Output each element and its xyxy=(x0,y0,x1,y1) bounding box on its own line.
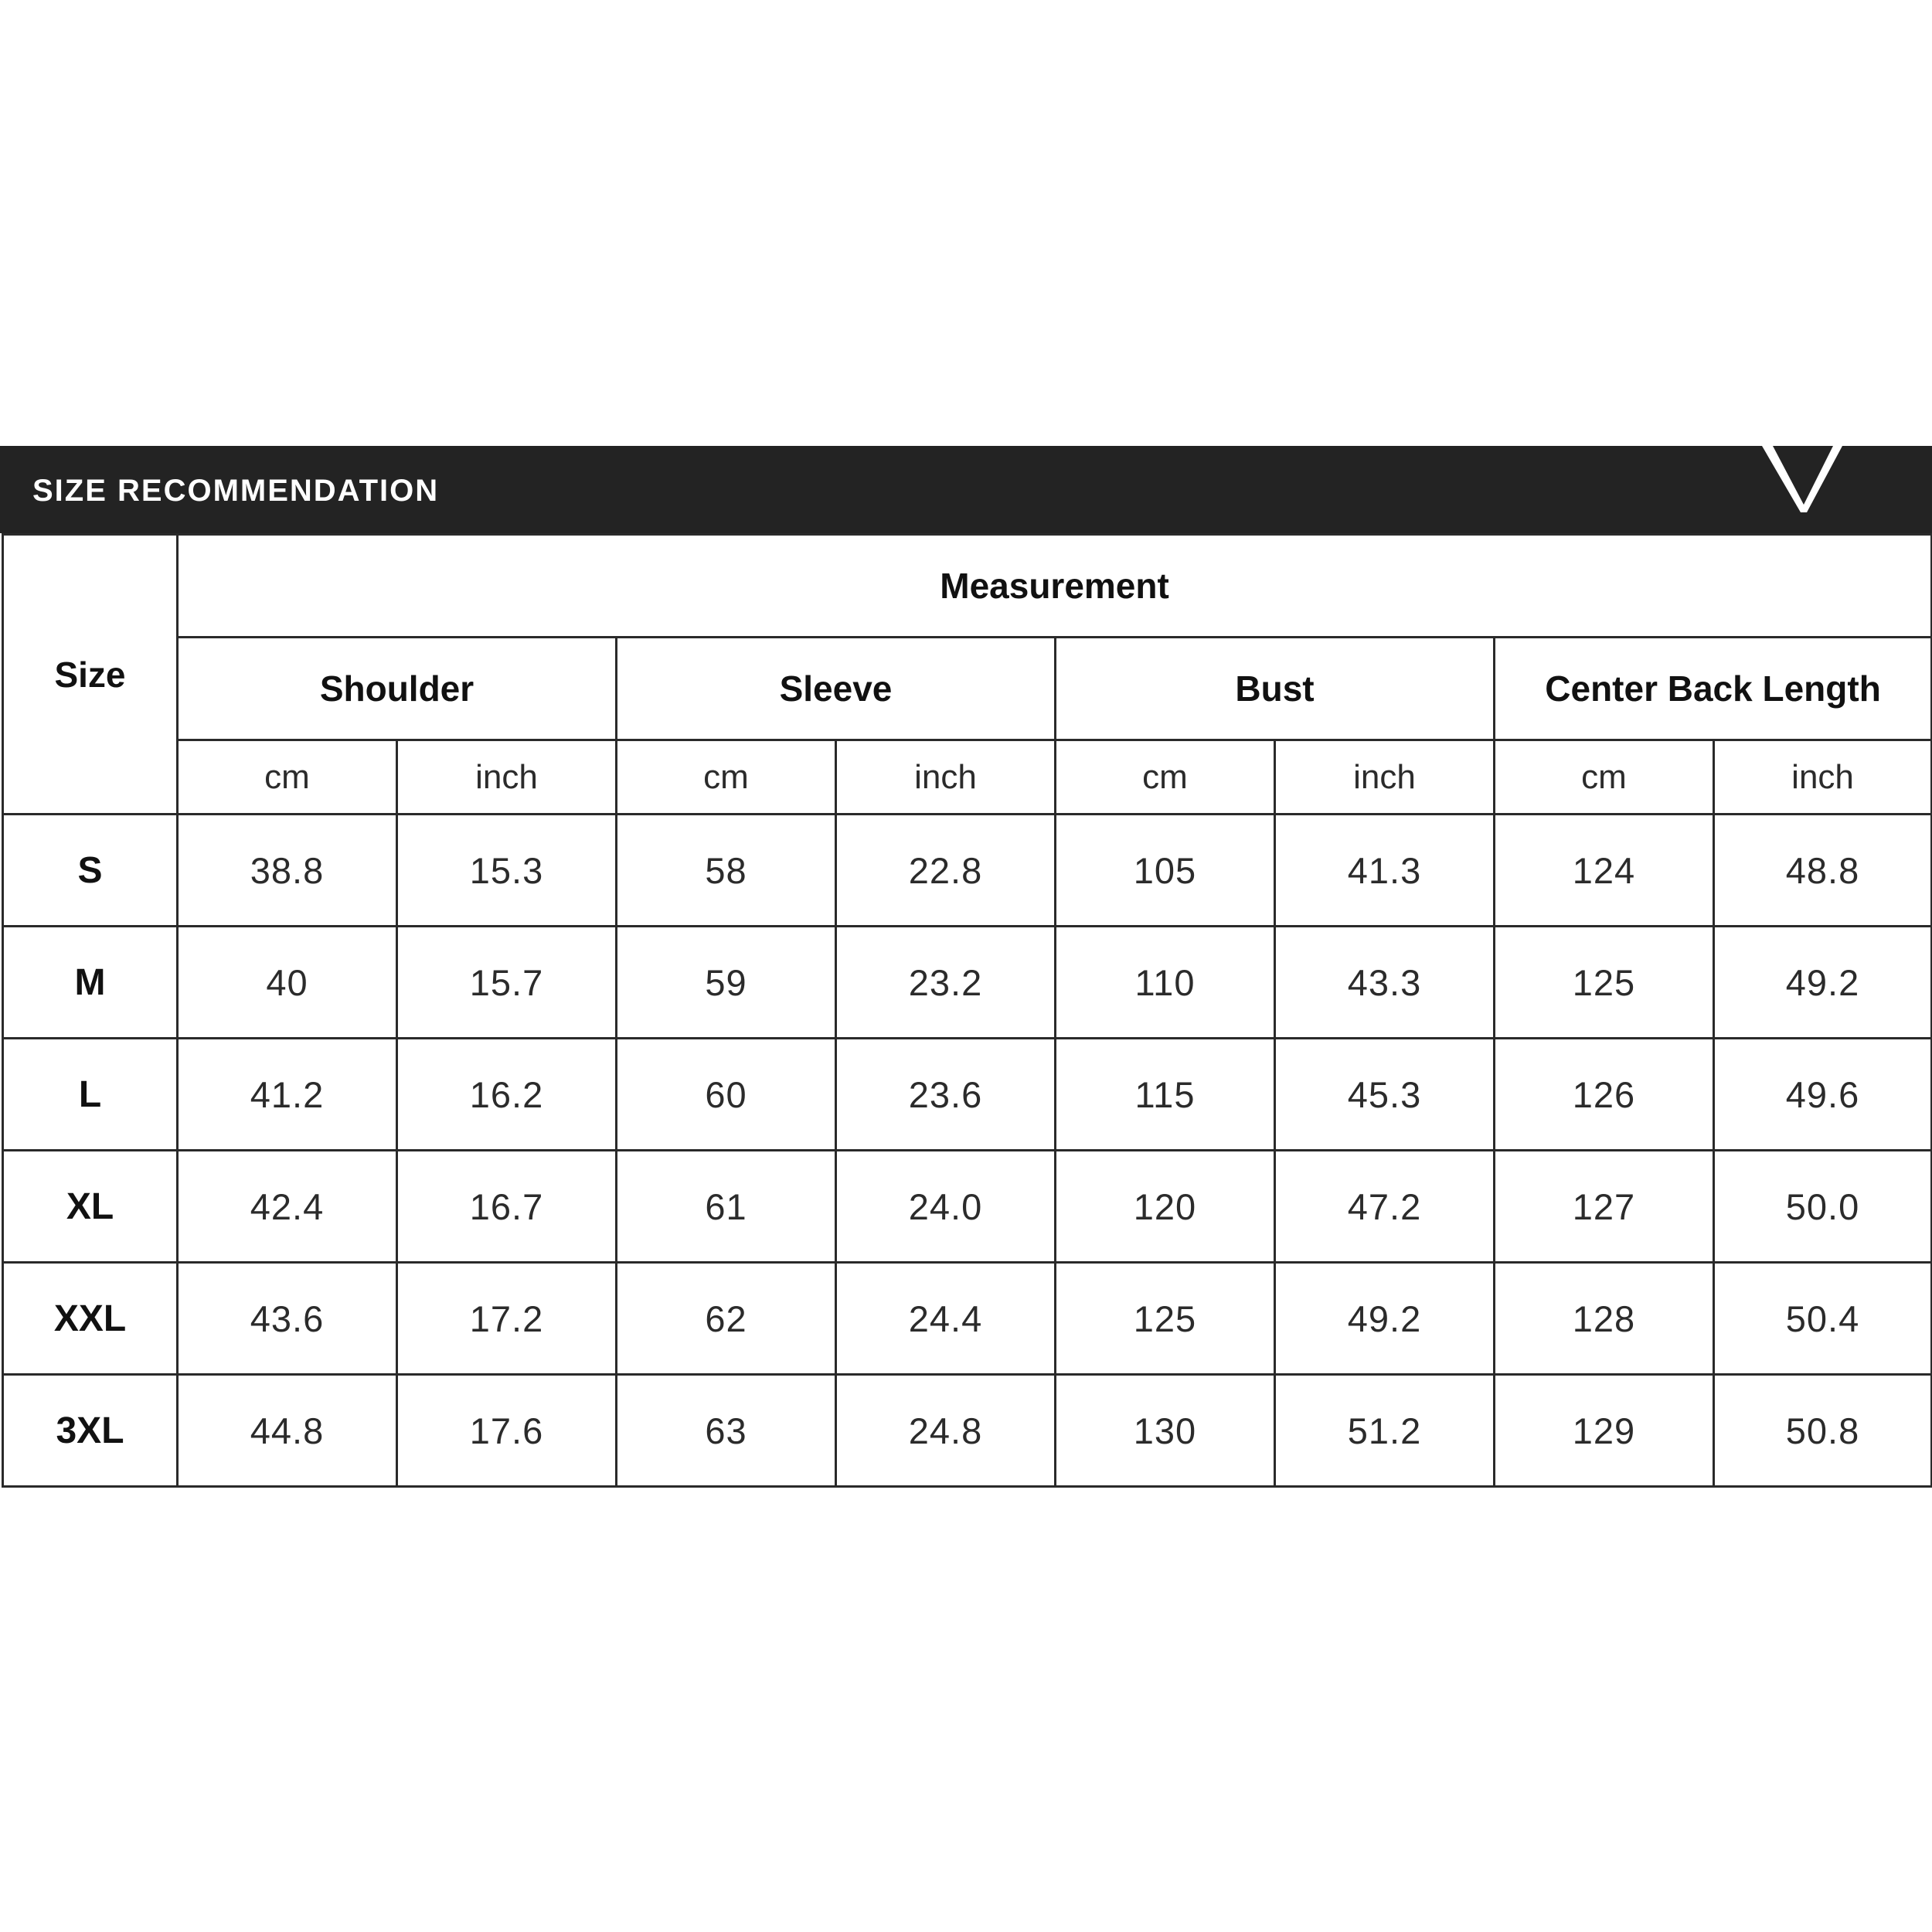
size-label: L xyxy=(3,1039,178,1151)
table-row xyxy=(3,1039,1932,1151)
table-cell: 50.4 xyxy=(1714,1263,1932,1375)
size-label: 3XL xyxy=(3,1375,178,1487)
table-cell: 17.2 xyxy=(397,1263,617,1375)
table-cell: 125 xyxy=(1495,927,1714,1039)
table-cell: 127 xyxy=(1495,1151,1714,1263)
unit-label: inch xyxy=(397,740,617,815)
table-cell: 15.7 xyxy=(397,927,617,1039)
table-cell: 24.0 xyxy=(836,1151,1056,1263)
table-cell: 124 xyxy=(1495,815,1714,927)
table-cell: 59 xyxy=(617,927,836,1039)
table-cell: 17.6 xyxy=(397,1375,617,1487)
size-label: XL xyxy=(3,1151,178,1263)
measurement-header: Measurement xyxy=(178,535,1932,638)
table-cell: 63 xyxy=(617,1375,836,1487)
table-cell: 115 xyxy=(1056,1039,1275,1151)
size-label: M xyxy=(3,927,178,1039)
group-header-shoulder: Shoulder xyxy=(178,638,617,740)
table-cell: 49.2 xyxy=(1714,927,1932,1039)
banner-title: SIZE RECOMMENDATION xyxy=(32,474,440,508)
unit-label: cm xyxy=(1056,740,1275,815)
unit-label: cm xyxy=(178,740,397,815)
table-cell: 43.6 xyxy=(178,1263,397,1375)
group-header-center-back-length: Center Back Length xyxy=(1495,638,1932,740)
unit-row xyxy=(3,740,1932,815)
table-cell: 24.4 xyxy=(836,1263,1056,1375)
table-cell: 49.6 xyxy=(1714,1039,1932,1151)
group-header-sleeve: Sleeve xyxy=(617,638,1056,740)
table-cell: 43.3 xyxy=(1275,927,1495,1039)
table-row xyxy=(3,1375,1932,1487)
size-label: XXL xyxy=(3,1263,178,1375)
table-cell: 51.2 xyxy=(1275,1375,1495,1487)
table-cell: 58 xyxy=(617,815,836,927)
table-cell: 16.7 xyxy=(397,1151,617,1263)
chevron-down-notch-icon xyxy=(1762,446,1842,512)
table-cell: 49.2 xyxy=(1275,1263,1495,1375)
table-cell: 62 xyxy=(617,1263,836,1375)
measurement-group-row xyxy=(3,638,1932,740)
table-cell: 44.8 xyxy=(178,1375,397,1487)
unit-label: inch xyxy=(1275,740,1495,815)
table-cell: 48.8 xyxy=(1714,815,1932,927)
table-cell: 24.8 xyxy=(836,1375,1056,1487)
table-cell: 41.2 xyxy=(178,1039,397,1151)
size-column-header: Size xyxy=(3,535,178,815)
group-header-bust: Bust xyxy=(1056,638,1495,740)
size-label: S xyxy=(3,815,178,927)
table-row xyxy=(3,1263,1932,1375)
table-cell: 47.2 xyxy=(1275,1151,1495,1263)
table-cell: 15.3 xyxy=(397,815,617,927)
table-cell: 38.8 xyxy=(178,815,397,927)
table-cell: 61 xyxy=(617,1151,836,1263)
size-recommendation-banner xyxy=(0,446,1932,533)
table-cell: 110 xyxy=(1056,927,1275,1039)
table-cell: 120 xyxy=(1056,1151,1275,1263)
table-cell: 41.3 xyxy=(1275,815,1495,927)
measurement-header-row xyxy=(3,535,1932,638)
table-row xyxy=(3,1151,1932,1263)
table-cell: 105 xyxy=(1056,815,1275,927)
table-cell: 16.2 xyxy=(397,1039,617,1151)
table-cell: 125 xyxy=(1056,1263,1275,1375)
table-cell: 129 xyxy=(1495,1375,1714,1487)
table-cell: 128 xyxy=(1495,1263,1714,1375)
size-chart-table xyxy=(2,533,1932,1488)
table-cell: 130 xyxy=(1056,1375,1275,1487)
unit-label: cm xyxy=(617,740,836,815)
table-cell: 22.8 xyxy=(836,815,1056,927)
table-cell: 42.4 xyxy=(178,1151,397,1263)
table-cell: 23.6 xyxy=(836,1039,1056,1151)
table-row xyxy=(3,815,1932,927)
unit-label: cm xyxy=(1495,740,1714,815)
table-cell: 23.2 xyxy=(836,927,1056,1039)
table-cell: 40 xyxy=(178,927,397,1039)
unit-label: inch xyxy=(836,740,1056,815)
table-cell: 45.3 xyxy=(1275,1039,1495,1151)
table-cell: 126 xyxy=(1495,1039,1714,1151)
unit-label: inch xyxy=(1714,740,1932,815)
table-cell: 50.8 xyxy=(1714,1375,1932,1487)
table-row xyxy=(3,927,1932,1039)
table-cell: 60 xyxy=(617,1039,836,1151)
table-cell: 50.0 xyxy=(1714,1151,1932,1263)
